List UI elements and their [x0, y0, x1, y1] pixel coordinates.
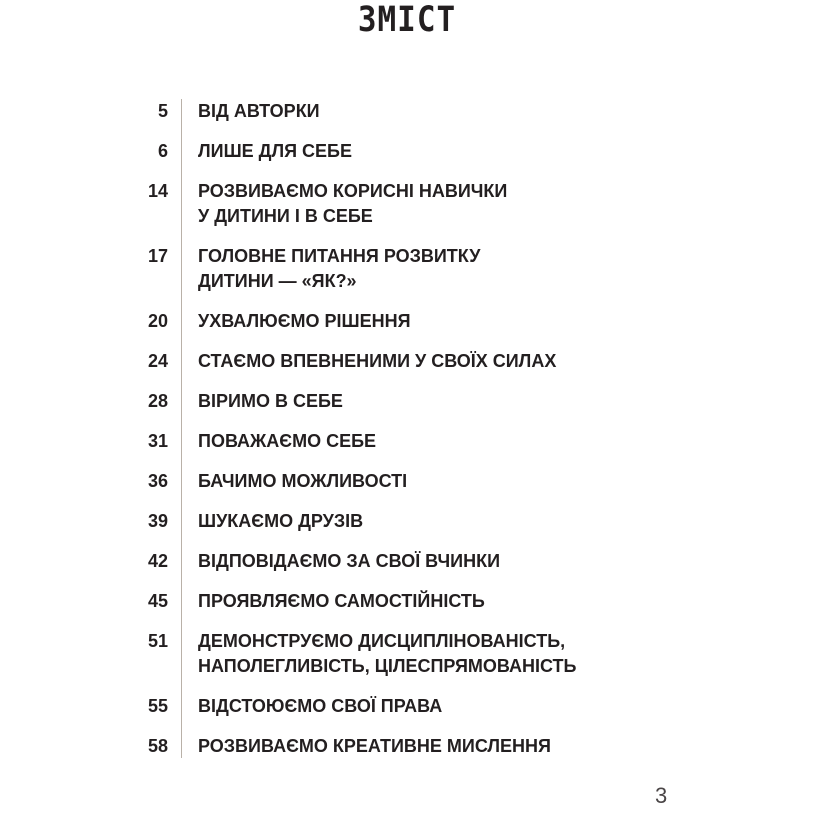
vertical-divider [181, 99, 182, 758]
toc-entry-title [198, 139, 658, 164]
toc-entry-title-line: ПОВАЖАЄМО СЕБЕ [198, 431, 377, 451]
toc-page-number: 14 [147, 181, 168, 201]
toc-entry-title [198, 734, 658, 759]
page-number: 3 [655, 783, 668, 808]
toc-entry-title-line: ВІДСТОЮЄМО СВОЇ ПРАВА [198, 696, 443, 716]
toc-entry-title [198, 389, 658, 414]
toc-page-number: 31 [147, 431, 168, 451]
page-title: ЗМІСТ [357, 0, 457, 41]
toc-page-number: 36 [147, 471, 168, 491]
toc-page-number: 45 [147, 591, 168, 611]
toc-entry-title-line: БАЧИМО МОЖЛИВОСТІ [198, 471, 408, 491]
toc-page-number: 55 [147, 696, 168, 716]
toc-page-number: 51 [147, 631, 168, 651]
toc-entry-title [198, 509, 658, 534]
toc-entry-title-line: ДИТИНИ — «ЯК?» [198, 271, 357, 291]
toc-entry-title-line: ДЕМОНСТРУЄМО ДИСЦИПЛІНОВАНІСТЬ, [198, 631, 566, 651]
toc-page-number: 42 [147, 551, 168, 571]
toc-entry-title-line: РОЗВИВАЄМО КОРИСНІ НАВИЧКИ [198, 181, 508, 201]
toc-page-number: 5 [157, 101, 168, 121]
toc-entry-title-line: УХВАЛЮЄМО РІШЕННЯ [198, 311, 411, 331]
toc-entry-title-line: ВІДПОВІДАЄМО ЗА СВОЇ ВЧИНКИ [198, 551, 501, 571]
toc-entry-title-line: ГОЛОВНЕ ПИТАННЯ РОЗВИТКУ [198, 246, 481, 266]
toc-entry-title [198, 179, 658, 229]
toc-entry-title-line: ВІД АВТОРКИ [198, 101, 320, 121]
toc-entry-title-line: РОЗВИВАЄМО КРЕАТИВНЕ МИСЛЕННЯ [198, 736, 551, 756]
toc-entry-title [198, 309, 658, 334]
toc-entry-title [198, 244, 658, 294]
toc-page-number: 58 [147, 736, 168, 756]
toc-entry-title [198, 549, 658, 574]
toc-entry-title [198, 349, 658, 374]
toc-page-number: 6 [157, 141, 168, 161]
toc-page-number: 17 [147, 246, 168, 266]
toc-entry-title [198, 469, 658, 494]
toc-page-number: 24 [147, 351, 168, 371]
toc-entry-title [198, 99, 658, 124]
toc-page-number: 20 [147, 311, 168, 331]
toc-entry-title [198, 589, 658, 614]
toc-page-number: 39 [147, 511, 168, 531]
toc-entry-title [198, 694, 658, 719]
toc-entry-title-line: ЛИШЕ ДЛЯ СЕБЕ [198, 141, 353, 161]
toc-entry-title-line: ШУКАЄМО ДРУЗІВ [198, 511, 364, 531]
toc-entry-title-line: НАПОЛЕГЛИВІСТЬ, ЦІЛЕСПРЯМОВАНІСТЬ [198, 656, 577, 676]
toc-entry-title [198, 429, 658, 454]
toc-entry-title-line: СТАЄМО ВПЕВНЕНИМИ У СВОЇХ СИЛАХ [198, 351, 557, 371]
toc-entry-title-line: ВІРИМО В СЕБЕ [198, 391, 343, 411]
toc-entry-title-line: ПРОЯВЛЯЄМО САМОСТІЙНІСТЬ [198, 591, 485, 611]
toc-page-number: 28 [147, 391, 168, 411]
toc-entry-title [198, 629, 658, 679]
toc-entry-title-line: У ДИТИНИ І В СЕБЕ [198, 206, 373, 226]
